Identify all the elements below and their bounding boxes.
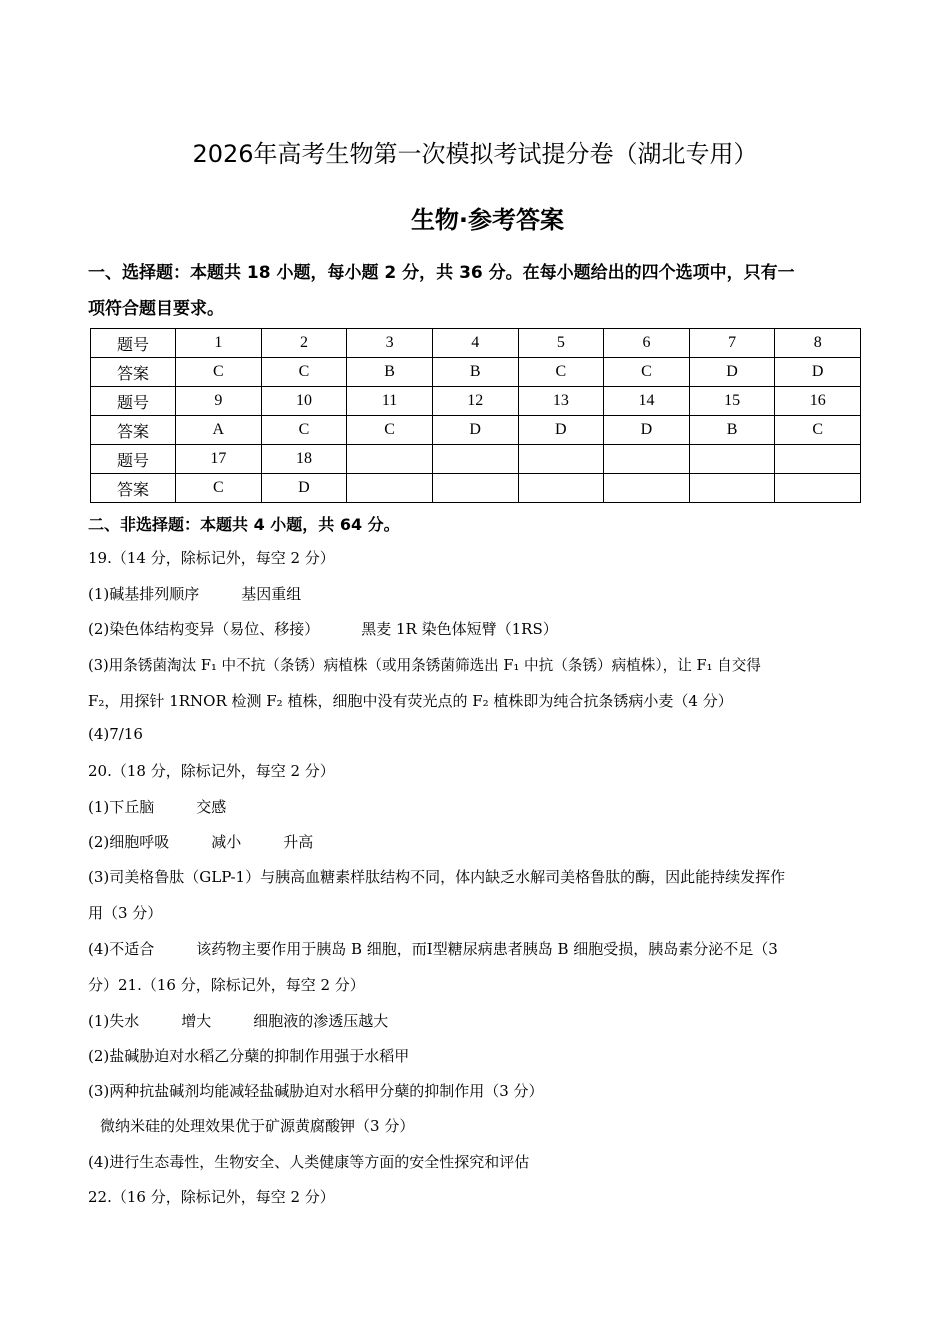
question-cell: 18	[261, 445, 347, 474]
question-cell: 13	[518, 387, 604, 416]
q20-heading: 20.（18 分，除标记外，每空 2 分）	[88, 762, 335, 780]
question-row-label: 题号	[91, 387, 176, 416]
answer-cell	[689, 474, 775, 503]
answer-row	[91, 474, 861, 503]
question-cell: 2	[261, 329, 347, 358]
q19-part4: (4)7/16	[88, 725, 143, 743]
q20-part2-b: 减小	[211, 833, 242, 851]
answer-cell	[347, 474, 433, 503]
q19-part1	[88, 583, 868, 604]
answer-cell: B	[432, 358, 518, 387]
section1-heading-line1: 一、选择题：本题共 18 小题，每小题 2 分，共 36 分。在每小题给出的四个选项中，只有一	[88, 263, 795, 283]
question-cell: 3	[347, 329, 433, 358]
q21-part4: (4)进行生态毒性，生物安全、人类健康等方面的安全性探究和评估	[88, 1153, 530, 1171]
question-cell: 11	[347, 387, 433, 416]
answer-cell	[518, 474, 604, 503]
question-cell: 4	[432, 329, 518, 358]
question-row-label: 题号	[91, 329, 176, 358]
answer-row-label: 答案	[91, 416, 176, 445]
question-cell: 1	[176, 329, 262, 358]
question-cell: 5	[518, 329, 604, 358]
answer-row-label: 答案	[91, 474, 176, 503]
q20-part1	[88, 796, 868, 817]
q20-part2-c: 升高	[283, 833, 314, 851]
question-row	[91, 329, 861, 358]
question-cell: 17	[176, 445, 262, 474]
answer-cell: D	[604, 416, 690, 445]
section1-heading-line2: 项符合题目要求。	[88, 299, 224, 319]
answer-cell: C	[176, 474, 262, 503]
answer-cell: D	[518, 416, 604, 445]
question-row	[91, 445, 861, 474]
answer-row	[91, 416, 861, 445]
question-cell	[689, 445, 775, 474]
question-cell: 12	[432, 387, 518, 416]
q21-part3-line1: (3)两种抗盐碱剂均能减轻盐碱胁迫对水稻甲分蘖的抑制作用（3 分）	[88, 1082, 544, 1100]
question-cell: 9	[176, 387, 262, 416]
q20-part4-line2-q21-heading: 分）21.（16 分，除标记外，每空 2 分）	[88, 976, 365, 994]
answer-cell: B	[689, 416, 775, 445]
answer-cell: D	[775, 358, 861, 387]
answer-cell: D	[261, 474, 347, 503]
answer-cell: C	[261, 358, 347, 387]
question-row-label: 题号	[91, 445, 176, 474]
q19-part3-line2: F₂，用探针 1RNOR 检测 F₂ 植株，细胞中没有荧光点的 F₂ 植株即为纯合抗条锈病小麦（4 分）	[88, 692, 733, 710]
answer-cell: C	[518, 358, 604, 387]
q21-part3-line2: 微纳米硅的处理效果优于矿源黄腐酸钾（3 分）	[100, 1117, 415, 1135]
question-cell	[775, 445, 861, 474]
answer-cell: C	[604, 358, 690, 387]
q21-part1-b: 增大	[181, 1012, 212, 1030]
question-cell	[604, 445, 690, 474]
q20-part2	[88, 831, 868, 852]
answer-cell	[604, 474, 690, 503]
page-title: 2026年高考生物第一次模拟考试提分卷（湖北专用）	[192, 140, 758, 168]
q19-part1-a: (1)碱基排列顺序	[88, 585, 200, 603]
q19-heading: 19.（14 分，除标记外，每空 2 分）	[88, 549, 335, 567]
q20-part2-a: (2)细胞呼吸	[88, 833, 170, 851]
answer-row	[91, 358, 861, 387]
question-cell	[347, 445, 433, 474]
q19-part2	[88, 618, 868, 639]
answer-cell: C	[775, 416, 861, 445]
question-cell: 8	[775, 329, 861, 358]
q21-part1-c: 细胞液的渗透压越大	[253, 1012, 389, 1030]
q20-part3-line1: (3)司美格鲁肽（GLP-1）与胰高血糖素样肽结构不同，体内缺乏水解司美格鲁肽的酶，因此能持续发挥作	[88, 868, 786, 886]
q21-part1	[88, 1010, 868, 1031]
question-cell: 16	[775, 387, 861, 416]
q20-part1-a: (1)下丘脑	[88, 798, 155, 816]
q20-part4-line1	[88, 938, 868, 959]
question-cell	[518, 445, 604, 474]
answer-cell	[775, 474, 861, 503]
q20-part4-a: (4)不适合	[88, 940, 155, 958]
page-subtitle: 生物·参考答案	[410, 206, 565, 234]
q22-heading: 22.（16 分，除标记外，每空 2 分）	[88, 1188, 335, 1206]
question-cell: 6	[604, 329, 690, 358]
question-row	[91, 387, 861, 416]
question-cell: 10	[261, 387, 347, 416]
answer-cell: B	[347, 358, 433, 387]
answer-cell: C	[347, 416, 433, 445]
answer-cell: D	[689, 358, 775, 387]
answer-cell	[432, 474, 518, 503]
q19-part1-b: 基因重组	[241, 585, 302, 603]
question-cell: 15	[689, 387, 775, 416]
q19-part2-b: 黑麦 1R 染色体短臂（1RS）	[361, 620, 558, 638]
answer-cell: C	[176, 358, 262, 387]
question-cell: 14	[604, 387, 690, 416]
q20-part3-line2: 用（3 分）	[88, 904, 163, 922]
answer-cell: C	[261, 416, 347, 445]
q20-part4-b: 该药物主要作用于胰岛 B 细胞，而Ⅰ型糖尿病患者胰岛 B 细胞受损，胰岛素分泌不足（3	[196, 940, 778, 958]
q20-part1-b: 交感	[196, 798, 227, 816]
q21-part2: (2)盐碱胁迫对水稻乙分蘖的抑制作用强于水稻甲	[88, 1047, 410, 1065]
answer-table	[90, 328, 861, 503]
answer-row-label: 答案	[91, 358, 176, 387]
q19-part3-line1: (3)用条锈菌淘汰 F₁ 中不抗（条锈）病植株（或用条锈菌筛选出 F₁ 中抗（条锈）病植株），让 F₁ 自交得	[88, 657, 761, 674]
q19-part2-a: (2)染色体结构变异（易位、移接）	[88, 620, 320, 638]
question-cell: 7	[689, 329, 775, 358]
question-cell	[432, 445, 518, 474]
q21-part1-a: (1)失水	[88, 1012, 140, 1030]
answer-cell: A	[176, 416, 262, 445]
answer-cell: D	[432, 416, 518, 445]
section2-heading: 二、非选择题：本题共 4 小题，共 64 分。	[88, 515, 400, 534]
